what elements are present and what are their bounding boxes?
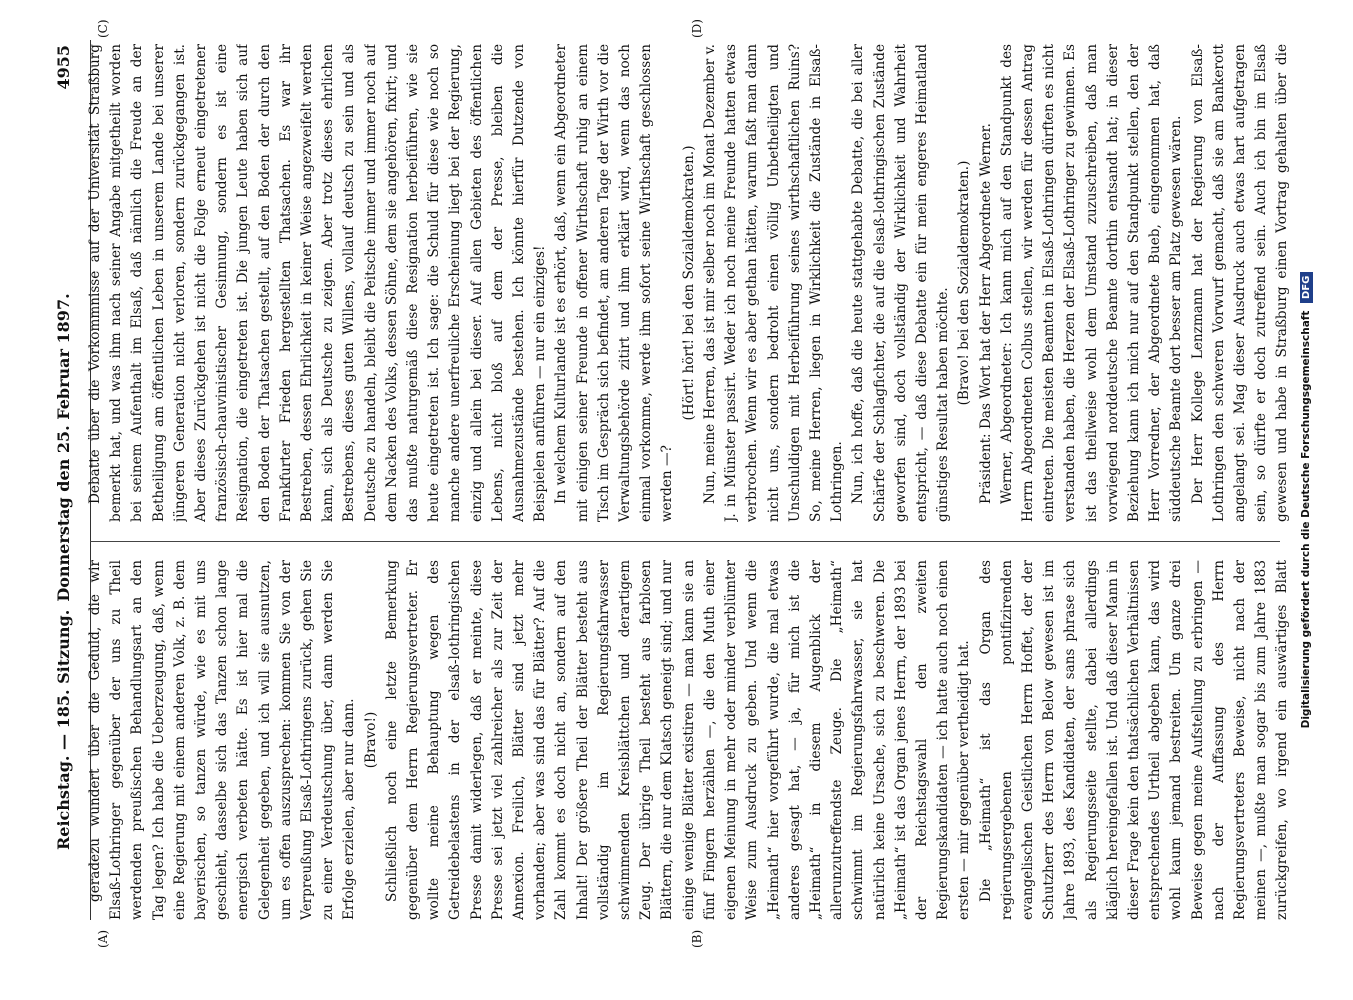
paragraph: Die „Heimath“ ist das Organ des regierungsergebenen pontifizirenden evangelischen Geistlichen Herrn Hoffet, der der Schutzherr des Herrn von Below gewesen ist im Jahre 1893, des Kandidaten, der sans phrase sich als Regierungsseite stellte, dabei allerdings kläglich hereingefallen ist. Und daß dieser Mann in dieser Frage kein den thatsächlichen Verhältnissen entsprechendes Urtheil abgeben kann, das wird wohl kaum jemand bestreiten. Um ganze drei Beweise gegen meine Aufstellung zu erbringen — nach der Auffassung des Herrn Regierungsvertreters Beweise, nicht nach der meinen —, mußte man sogar bis zum Jahre 1883 zurückgreifen, wo irgend ein auswärtiges Blatt [977,560,1290,920]
applause-note: (Bravo! bei den Sozialdemokraten.) [956,160,973,406]
paragraph: geradezu wundert über die Geduld, die wir Elsaß-Lothringer gegenüber der uns zu Theil werdenden preußischen Behandlungsart an den Tag legen? Ich habe die Ueberzeugung, daß, wenn eine Regierung mit einem anderen Volk, z. B. dem bayerischen, so tanzen würde, wie es mit uns geschieht, dasselbe sich das Tanzen schon lange energisch verbeten hätte. Es ist hier mal die Gelegenheit gegeben, und ich will sie ausnutzen, um es offen auszusprechen: kommen Sie von der Verpreußung Elsaß-Lothringens zurück, gehen Sie zu einer Verdeutschung über, dann werden Sie Erfolge erzielen, aber nur dann. [87,560,358,920]
column-divider [90,541,1280,542]
paragraph: In welchem Kulturlande ist es erhört, daß, wenn ein Abgeordneter mit einigen seiner Freunde in offener Wirthschaft ruhig an einem Tisch im Gespräch sich befindet, am anderen Tage der Wirth vor die Verwaltungsbehörde zitirt und ihm erklärt wird, wenn das noch einmal vorkomme, werde ihm sofort seine Wirthschaft geschlossen werden —? [553,44,676,522]
interjection-note: (Hört! hört! bei den Sozialdemokraten.) [680,145,697,421]
credit-text: Digitalisierung gefördert durch die Deutsche Forschungsgemeinschaft [1300,310,1312,729]
paragraph: Der Herr Kollege Lenzmann hat der Regierung von Elsaß-Lothringen den schweren Vorwurf gemacht, daß sie am Bankerott angelangt sei. Mag dieser Ausdruck auch etwas hart aufgetragen sein, so dürfte er doch zutreffend sein. Auch ich bin im Elsaß gewesen und habe in Straßburg einen Vortrag gehalten über die [1189,44,1290,522]
paragraph: Nun, ich hoffe, daß die heute stattgehabte Debatte, die bei aller Schärfe der Schlagfichter, die auf die elsaß-lothringischen Zustände geworfen sind, doch vollständig der Wirklichkeit und Wahrheit entspricht, — daß diese Debatte ein für mein engeres Heimatland günstiges Resultat haben möchte. [850,44,952,522]
paragraph: Debatte über die Vorkommnisse auf der Universität Straßburg bemerkt hat, und was ihm nach seiner Angabe mitgetheilt worden bei seinem Aufenthalt im Elsaß, daß nämlich die Freude an der Betheiligung am öffentlichen Leben in unserem Lande bei unserer jüngeren Generation nicht verloren, sondern zurückgegangen ist. Aber dieses Zurückgehen ist nicht die Folge erneut eingetretener französisch-chauvinistischer Gesinnung, sondern es ist eine Resignation, die eingetreten ist. Die jungen Leute haben sich auf den Boden der Thatsachen gestellt, auf den Boden der durch den Frankfurter Frieden hergestellten Thatsachen. Es war ihr Bestreben, dessen Ehrlichkeit in keiner Weise angezweifelt werden kann, sich als Deutsche zu zeigen. Aber trotz dieses ehrlichen Bestrebens, dieses guten Willens, vollauf deutsch zu sein und als Deutsche zu handeln, bleibt die Peitsche immer und immer noch auf dem Nacken des Volks, dessen Söhne, dem sie angehören, fixirt; und das mußte naturgemäß diese Resignation herbeiführen, wie sie heute eingetreten ist. Ich sage: die Schuld für diese wie noch so manche andere unerfreuliche Erscheinung liegt bei der Regierung, einzig und allein bei dieser. Auf allen Gebieten des öffentlichen Lebens, nicht bloß auf dem der Presse, bleiben die Ausnahmezustände bestehen. Ich könnte hierfür Dutzende von Beispielen anführen — nur ein einziges! [87,44,549,522]
page-header [48,45,78,850]
digitization-credit [1300,0,1340,1000]
speaker-paragraph: Präsident: Das Wort hat der Herr Abgeordnete Werner. [977,123,994,504]
dfg-logo: DFG [1300,272,1313,303]
header-date: Donnerstag den 25. Februar 1897. [54,293,73,602]
right-column [85,44,1290,522]
paragraph: Schließlich noch eine letzte Bemerkung gegenüber dem Herrn Regierungsvertreter. Er wollte meine Behauptung wegen des Getreidebelastens in der elsaß-lothringischen Presse damit widerlegen, daß er meinte, diese Presse sei jetzt viel zahlreicher als zur Zeit der Annexion. Freilich, Blätter sind jetzt mehr vorhanden; aber was sind das für Blätter? Auf die Zahl kommt es doch nicht an, sondern auf den Inhalt! Der größere Theil der Blätter besteht aus vollständig im Regierungsfahrwasser schwimmenden Kreisblättchen und derartigem Zeug. Der übrige Theil besteht aus farblosen Blättern, die nur dem Klatsch geneigt sind; und nur einige wenige Blätter existiren — man kann sie an fünf Fingern herzählen —, die den Muth einer eigenen Meinung in mehr oder minder verblümter Weise zum Ausdruck zu geben. Und wenn die „Heimath“ hier vorgeführt wurde, die mal etwas anderes gesagt hat, — ja, für mich ist die „Heimath“ in diesem Augenblick der allerunzutreffendste Zeuge. Die „Heimath“ schwimmt im Regierungsfahrwasser, sie hat natürlich keine Ursache, sich zu beschweren. Die „Heimath“ ist das Organ jenes Herrn, der 1893 bei der Reichstagswahl den zweiten Regierungskandidaten — ich hatte auch noch einen ersten — mir gegenüber vertheidigt hat. [383,560,973,920]
header-left: Reichstag. — 185. Sitzung. [54,609,73,850]
paragraph: Nun, meine Herren, das ist mir selber noch im Monat Dezember v. J. in Münster passirt. Weder ich noch meine Freunde hatten etwas verbrochen. Wenn wir es aber gethan hätten, warum faßt man dann nicht uns, sondern bedroht einen völlig Unbetheiligten und Unschuldigen mit Herbeiführung seines wirthschaftlichen Ruins? So, meine Herren, liegen in Wirklichkeit die Zustände in Elsaß-Lothringen. [701,44,846,522]
margin-mark-d: (D) [690,19,704,38]
applause-note: (Bravo!) [362,711,379,769]
speaker-paragraph: Werner, Abgeordneter: Ich kann mich auf den Standpunkt des Herrn Abgeordneten Colbus stellen, wir werden für dessen Antrag eintreten. Die meisten Beamten in Elsaß-Lothringen dürften es nicht verstanden haben, die Herzen der Elsaß-Lothringer zu gewinnen. Es ist das theilweise wohl dem Umstand zuzuschreiben, daß man vorwiegend norddeutsche Beamte dorthin entsandt hat; in dieser Beziehung kann ich mich nur auf den Standpunkt stellen, den der Herr Vorredner, der Abgeordnete Bueb, eingenommen hat, daß süddeutsche Beamte dort besser am Platz gewesen wären. [998,44,1185,522]
page-number: 4955 [54,45,73,90]
margin-mark-c: (C) [96,19,110,38]
margin-mark-b: (B) [690,929,704,948]
left-column [85,560,1290,920]
margin-mark-a: (A) [96,929,110,948]
